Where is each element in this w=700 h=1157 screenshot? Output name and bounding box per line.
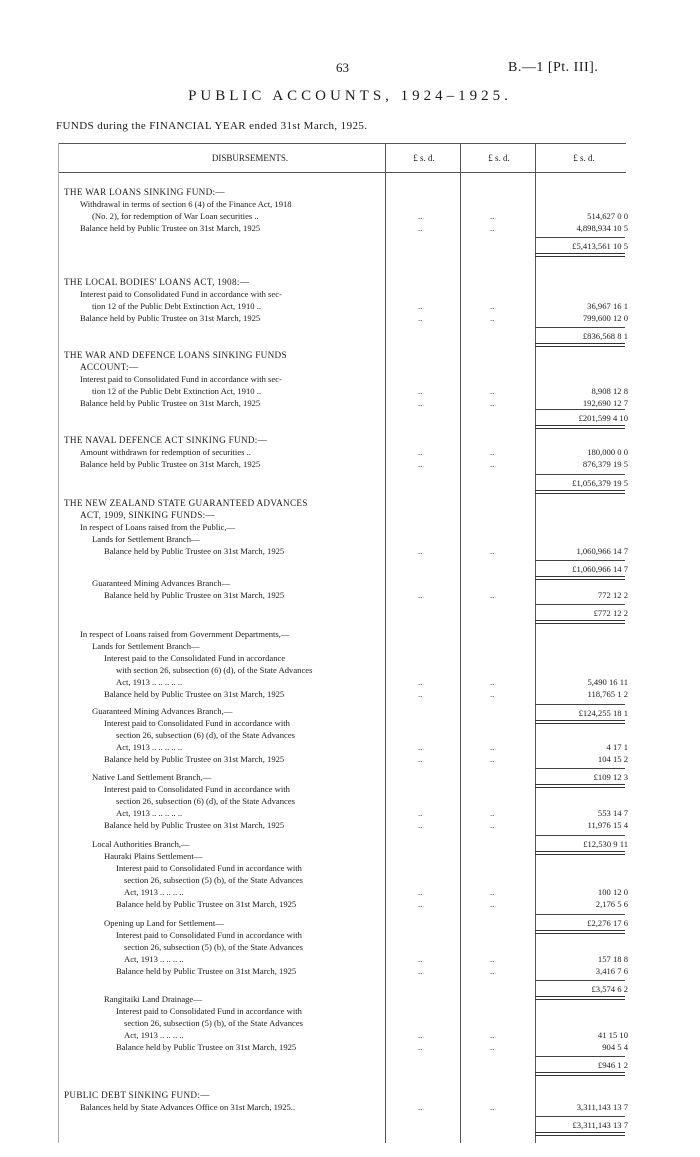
leader-dots: .. xyxy=(490,1042,495,1052)
amount: 192,690 12 7 xyxy=(582,398,628,408)
sum-rule xyxy=(535,604,625,605)
leader-dots: .. xyxy=(490,954,495,964)
total-double-rule xyxy=(535,343,625,347)
document-reference: B.—1 [Pt. III]. xyxy=(508,60,599,75)
amount: 3,311,143 13 7 xyxy=(576,1102,628,1112)
item-description: Act, 1913 .. .. .. .. .. xyxy=(116,742,183,752)
leader-dots: .. xyxy=(418,211,423,221)
item-description: section 26, subsection (6) (d), of the State Advances xyxy=(116,796,295,806)
item-description: Interest paid to Consolidated Fund in accordance with sec- xyxy=(80,289,282,299)
item-description: Act, 1913 .. .. .. .. .. xyxy=(116,808,183,818)
section-heading: THE WAR LOANS SINKING FUND:— xyxy=(64,187,225,197)
sum-rule xyxy=(535,1056,625,1057)
leader-dots: .. xyxy=(418,899,423,909)
total-amount: £5,413,561 10 5 xyxy=(572,241,628,251)
item-description: Balance held by Public Trustee on 31st March, 1925 xyxy=(104,754,285,764)
item-description: Lands for Settlement Branch— xyxy=(92,534,200,544)
amount: 514,627 0 0 xyxy=(587,211,628,221)
list-item xyxy=(0,795,700,807)
page-subtitle: FUNDS during the FINANCIAL YEAR ended 31st March, 1925. xyxy=(56,120,368,132)
leader-dots: .. xyxy=(490,313,495,323)
leader-dots: .. xyxy=(490,820,495,830)
disbursements-header: DISBURSEMENTS. xyxy=(211,153,289,163)
total-row xyxy=(0,412,700,424)
list-item xyxy=(0,783,700,795)
list-item xyxy=(0,458,700,470)
list-item xyxy=(0,397,700,409)
sum-rule xyxy=(535,768,625,769)
list-item xyxy=(0,210,700,222)
total-double-rule xyxy=(535,1132,625,1136)
item-description: Balances held by State Advances Office on 31st March, 1925.. xyxy=(80,1102,296,1112)
list-item xyxy=(0,1089,700,1101)
total-double-rule xyxy=(535,425,625,429)
leader-dots: .. xyxy=(418,223,423,233)
total-row xyxy=(0,330,700,342)
section-heading: THE WAR AND DEFENCE LOANS SINKING FUNDS xyxy=(64,350,287,360)
list-item xyxy=(0,577,700,589)
item-description: Balance held by Public Trustee on 31st March, 1925 xyxy=(80,313,261,323)
list-item xyxy=(0,1101,700,1113)
amount: 3,416 7 6 xyxy=(595,966,628,976)
list-item xyxy=(0,771,700,783)
item-description: Guaranteed Mining Advances Branch— xyxy=(92,578,231,588)
item-description: section 26, subsection (5) (b), of the State Advances xyxy=(124,875,303,885)
leader-dots: .. xyxy=(418,590,423,600)
item-description: Local Authorities Branch,— xyxy=(92,839,190,849)
item-description: Opening up Land for Settlement— xyxy=(104,918,224,928)
list-item xyxy=(0,676,700,688)
list-item xyxy=(0,509,700,521)
list-item xyxy=(0,1005,700,1017)
total-row xyxy=(0,240,700,252)
amount: 4 17 1 xyxy=(606,742,628,752)
item-description: Rangitaiki Land Drainage— xyxy=(104,994,202,1004)
list-item xyxy=(0,753,700,765)
item-description: Balance held by Public Trustee on 31st March, 1925 xyxy=(104,590,285,600)
item-description: Interest paid to Consolidated Fund in accordance with xyxy=(116,1006,302,1016)
section-heading: PUBLIC DEBT SINKING FUND:— xyxy=(64,1090,210,1100)
amount: 157 18 8 xyxy=(597,954,628,964)
list-item xyxy=(0,628,700,640)
amount: 772 12 2 xyxy=(597,590,628,600)
item-description: Native Land Settlement Branch,— xyxy=(92,772,212,782)
item-description: Interest paid to Consolidated Fund in accordance with xyxy=(104,718,290,728)
sum-rule xyxy=(535,980,625,981)
list-item xyxy=(0,705,700,717)
total-amount: £3,574 6 2 xyxy=(591,984,628,994)
list-item xyxy=(0,640,700,652)
total-row xyxy=(0,607,700,619)
item-description: Interest paid to Consolidated Fund in accordance with xyxy=(104,784,290,794)
leader-dots: .. xyxy=(418,459,423,469)
page-title: PUBLIC ACCOUNTS, 1924–1925. xyxy=(188,88,512,104)
leader-dots: .. xyxy=(490,546,495,556)
list-item xyxy=(0,434,700,446)
leader-dots: .. xyxy=(418,1102,423,1112)
list-item xyxy=(0,186,700,198)
list-item xyxy=(0,545,700,557)
total-amount: £201,599 4 10 xyxy=(578,413,628,423)
leader-dots: .. xyxy=(490,398,495,408)
amount: 5,490 16 11 xyxy=(587,677,628,687)
list-item xyxy=(0,917,700,929)
item-description: (No. 2), for redemption of War Loan securities .. xyxy=(92,211,259,221)
list-item xyxy=(0,222,700,234)
total-amount: £1,060,966 14 7 xyxy=(572,564,628,574)
sum-rule xyxy=(535,409,625,410)
total-row xyxy=(0,1059,700,1071)
item-description: section 26, subsection (5) (b), of the State Advances xyxy=(124,942,303,952)
column-header-3: £ s. d. xyxy=(573,153,595,163)
leader-dots: .. xyxy=(490,887,495,897)
item-description: tion 12 of the Public Debt Extinction Act, 1910 .. xyxy=(92,301,261,311)
total-amount: £3,311,143 13 7 xyxy=(572,1120,628,1130)
item-description: Hauraki Plains Settlement— xyxy=(104,851,203,861)
leader-dots: .. xyxy=(418,954,423,964)
leader-dots: .. xyxy=(490,808,495,818)
list-item xyxy=(0,838,700,850)
leader-dots: .. xyxy=(418,1030,423,1040)
leader-dots: .. xyxy=(490,211,495,221)
list-item xyxy=(0,741,700,753)
item-description: Balance held by Public Trustee on 31st March, 1925 xyxy=(116,1042,297,1052)
leader-dots: .. xyxy=(418,546,423,556)
list-item xyxy=(0,349,700,361)
sum-rule xyxy=(535,835,625,836)
list-item xyxy=(0,993,700,1005)
leader-dots: .. xyxy=(490,301,495,311)
sum-rule xyxy=(535,237,625,238)
column-header-1: £ s. d. xyxy=(413,153,435,163)
leader-dots: .. xyxy=(418,820,423,830)
list-item xyxy=(0,953,700,965)
item-description: Balance held by Public Trustee on 31st March, 1925 xyxy=(80,459,261,469)
item-description: Balance held by Public Trustee on 31st March, 1925 xyxy=(104,546,285,556)
item-description: Balance held by Public Trustee on 31st March, 1925 xyxy=(116,966,297,976)
leader-dots: .. xyxy=(490,966,495,976)
amount: 553 14 7 xyxy=(597,808,628,818)
item-description: Act, 1913 .. .. .. .. xyxy=(124,887,184,897)
item-description: Act, 1913 .. .. .. .. xyxy=(124,1030,184,1040)
item-description: section 26, subsection (5) (b), of the State Advances xyxy=(124,1018,303,1028)
item-description: Interest paid to the Consolidated Fund in accordance xyxy=(104,653,286,663)
table-top-rule xyxy=(58,143,626,144)
sum-rule xyxy=(535,327,625,328)
item-description: Act, 1913 .. .. .. .. xyxy=(124,954,184,964)
sum-rule xyxy=(535,1116,625,1117)
leader-dots: .. xyxy=(490,459,495,469)
amount: 36,967 16 1 xyxy=(587,301,628,311)
amount: 180,000 0 0 xyxy=(587,447,628,457)
list-item xyxy=(0,385,700,397)
leader-dots: .. xyxy=(490,590,495,600)
leader-dots: .. xyxy=(418,301,423,311)
leader-dots: .. xyxy=(490,447,495,457)
leader-dots: .. xyxy=(490,754,495,764)
leader-dots: .. xyxy=(490,677,495,687)
list-item xyxy=(0,1041,700,1053)
amount: 799,600 12 0 xyxy=(582,313,628,323)
leader-dots: .. xyxy=(490,1030,495,1040)
list-item xyxy=(0,361,700,373)
list-item xyxy=(0,965,700,977)
total-amount: £12,530 9 11 xyxy=(583,839,628,849)
total-row xyxy=(0,477,700,489)
section-heading: THE LOCAL BODIES' LOANS ACT, 1908:— xyxy=(64,277,250,287)
amount: 104 15 2 xyxy=(597,754,628,764)
item-description: Interest paid to Consolidated Fund in accordance with xyxy=(116,930,302,940)
leader-dots: .. xyxy=(418,966,423,976)
item-description: Balance held by Public Trustee on 31st March, 1925 xyxy=(104,689,285,699)
amount: 904 5 4 xyxy=(602,1042,628,1052)
list-item xyxy=(0,373,700,385)
list-item xyxy=(0,198,700,210)
list-item xyxy=(0,276,700,288)
list-item xyxy=(0,664,700,676)
sum-rule xyxy=(535,914,625,915)
total-amount: £836,568 8 1 xyxy=(582,331,628,341)
list-item xyxy=(0,1029,700,1041)
item-description: Balance held by Public Trustee on 31st March, 1925 xyxy=(80,223,261,233)
item-description: Lands for Settlement Branch— xyxy=(92,641,200,651)
list-item xyxy=(0,807,700,819)
item-description: Amount withdrawn for redemption of securities .. xyxy=(80,447,251,457)
total-amount: £2,276 17 6 xyxy=(587,918,628,928)
section-heading: ACCOUNT:— xyxy=(80,362,139,372)
table-header-rule xyxy=(58,172,626,173)
list-item xyxy=(0,929,700,941)
list-item xyxy=(0,729,700,741)
list-item xyxy=(0,300,700,312)
item-description: In respect of Loans raised from Government Departments,— xyxy=(80,629,290,639)
column-header-2: £ s. d. xyxy=(488,153,510,163)
total-double-rule xyxy=(535,490,625,494)
item-description: Act, 1913 .. .. .. .. .. xyxy=(116,677,183,687)
list-item xyxy=(0,688,700,700)
section-heading: ACT, 1909, SINKING FUNDS:— xyxy=(80,510,215,520)
amount: 8,908 12 8 xyxy=(591,386,628,396)
list-item xyxy=(0,446,700,458)
leader-dots: .. xyxy=(418,754,423,764)
leader-dots: .. xyxy=(418,677,423,687)
total-row xyxy=(0,1119,700,1131)
leader-dots: .. xyxy=(418,386,423,396)
list-item xyxy=(0,288,700,300)
total-amount: £1,056,379 19 5 xyxy=(572,478,628,488)
list-item xyxy=(0,819,700,831)
item-description: Balance held by Public Trustee on 31st March, 1925 xyxy=(80,398,261,408)
list-item xyxy=(0,886,700,898)
sum-rule xyxy=(535,474,625,475)
amount: 876,379 19 5 xyxy=(582,459,628,469)
item-description: In respect of Loans raised from the Public,— xyxy=(80,522,236,532)
list-item xyxy=(0,717,700,729)
list-item xyxy=(0,1017,700,1029)
leader-dots: .. xyxy=(490,899,495,909)
amount: 4,898,934 10 5 xyxy=(576,223,628,233)
item-description: Balance held by Public Trustee on 31st March, 1925 xyxy=(104,820,285,830)
list-item xyxy=(0,898,700,910)
amount: 100 12 0 xyxy=(597,887,628,897)
total-amount: £946 1 2 xyxy=(597,1060,628,1070)
leader-dots: .. xyxy=(490,386,495,396)
amount: 2,176 5 6 xyxy=(595,899,628,909)
list-item xyxy=(0,533,700,545)
leader-dots: .. xyxy=(490,689,495,699)
list-item xyxy=(0,589,700,601)
list-item xyxy=(0,652,700,664)
leader-dots: .. xyxy=(490,1102,495,1112)
sum-rule xyxy=(535,560,625,561)
amount: 41 15 10 xyxy=(597,1030,628,1040)
item-description: Withdrawal in terms of section 6 (4) of the Finance Act, 1918 xyxy=(80,199,292,209)
amount: 118,765 1 2 xyxy=(587,689,628,699)
list-item xyxy=(0,850,700,862)
total-amount: £109 12 3 xyxy=(593,772,628,782)
item-description: tion 12 of the Public Debt Extinction Act, 1910 .. xyxy=(92,386,261,396)
item-description: section 26, subsection (6) (d), of the State Advances xyxy=(116,730,295,740)
leader-dots: .. xyxy=(418,313,423,323)
leader-dots: .. xyxy=(418,1042,423,1052)
total-row xyxy=(0,563,700,575)
list-item xyxy=(0,862,700,874)
total-double-rule xyxy=(535,620,625,624)
amount: 1,060,966 14 7 xyxy=(576,546,628,556)
total-double-rule xyxy=(535,1072,625,1076)
item-description: Guaranteed Mining Advances Branch,— xyxy=(92,706,233,716)
list-item xyxy=(0,521,700,533)
item-description: Interest paid to Consolidated Fund in accordance with xyxy=(116,863,302,873)
leader-dots: .. xyxy=(490,223,495,233)
leader-dots: .. xyxy=(418,742,423,752)
list-item xyxy=(0,874,700,886)
leader-dots: .. xyxy=(490,742,495,752)
section-heading: THE NEW ZEALAND STATE GUARANTEED ADVANCES xyxy=(64,498,308,508)
item-description: Interest paid to Consolidated Fund in accordance with sec- xyxy=(80,374,282,384)
leader-dots: .. xyxy=(418,887,423,897)
total-amount: £772 12 2 xyxy=(593,608,628,618)
leader-dots: .. xyxy=(418,689,423,699)
leader-dots: .. xyxy=(418,447,423,457)
amount: 11,976 15 4 xyxy=(587,820,628,830)
list-item xyxy=(0,941,700,953)
section-heading: THE NAVAL DEFENCE ACT SINKING FUND:— xyxy=(64,435,268,445)
total-double-rule xyxy=(535,253,625,257)
list-item xyxy=(0,312,700,324)
leader-dots: .. xyxy=(418,398,423,408)
total-amount: £124,255 18 1 xyxy=(578,708,628,718)
item-description: with section 26, subsection (6) (d), of the State Advances xyxy=(116,665,313,675)
list-item xyxy=(0,497,700,509)
leader-dots: .. xyxy=(418,808,423,818)
item-description: Balance held by Public Trustee on 31st March, 1925 xyxy=(116,899,297,909)
page-number: 63 xyxy=(336,60,349,75)
